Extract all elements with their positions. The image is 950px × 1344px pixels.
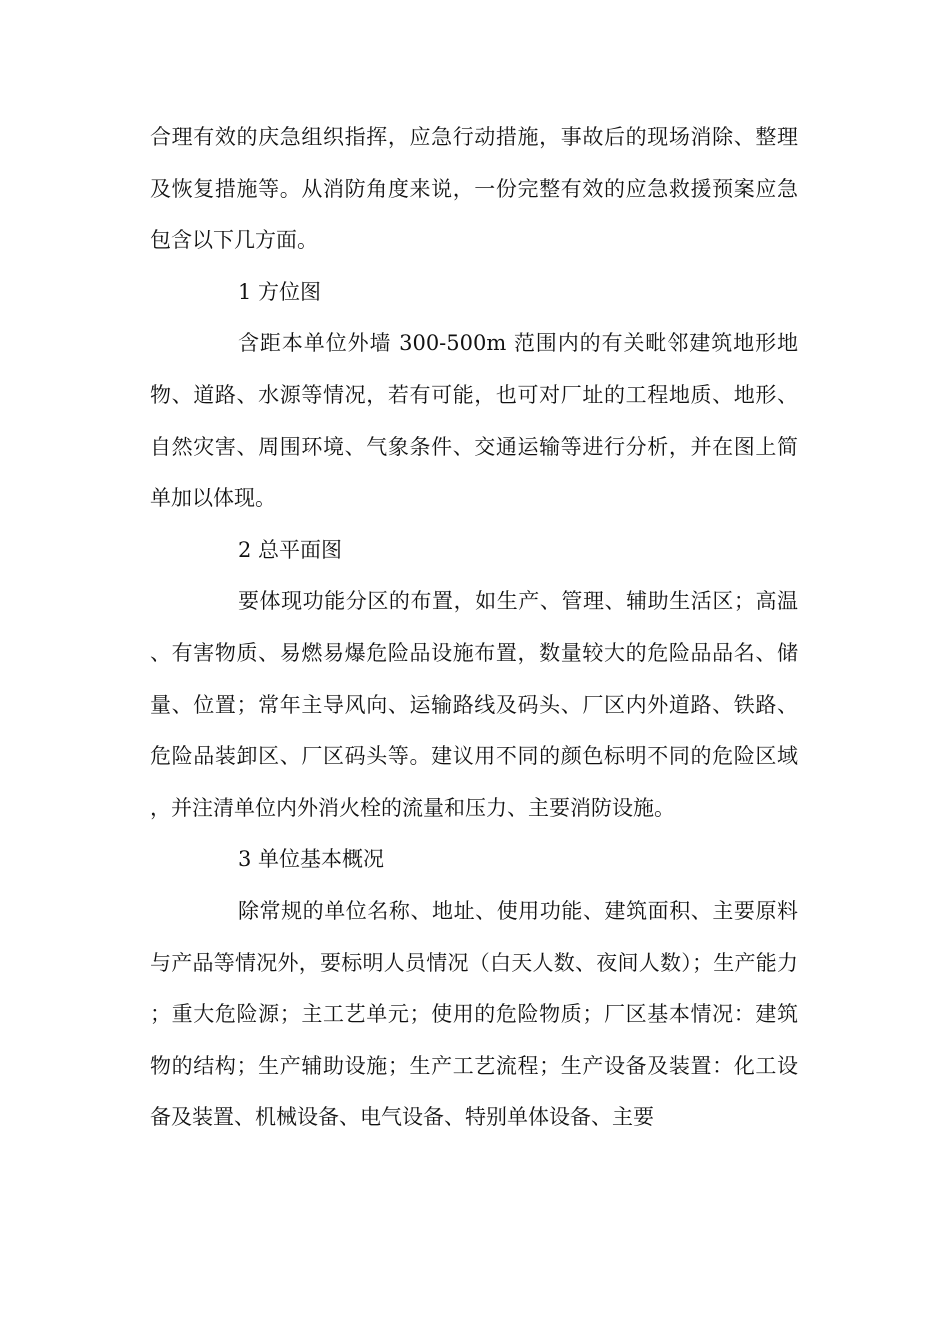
- section-heading-unit-overview: 3 单位基本概况: [238, 847, 385, 872]
- document-page: [150, 112, 798, 1144]
- section-heading-site-plan: 2 总平面图: [238, 537, 343, 562]
- location-map-paragraph: 含距本单位外墙 300-500m 范围内的有关毗邻建筑地形地物、道路、水源等情况，若有可能，也可对厂址的工程地质、地形、自然灾害、周围环境、气象条件、交通运输等进行分析，并在图上简单加以体现。: [150, 331, 798, 511]
- site-plan-paragraph: 要体现功能分区的布置，如生产、管理、辅助生活区；高温、有害物质、易燃易爆危险品设施布置，数量较大的危险品品名、储量、位置；常年主导风向、运输路线及码头、厂区内外道路、铁路、危险品装卸区、厂区码头等。建议用不同的颜色标明不同的危险区域，并注清单位内外消火栓的流量和压力、主要消防设施。: [150, 589, 798, 820]
- section-heading-location-map: 1 方位图: [238, 279, 322, 304]
- unit-overview-paragraph: 除常规的单位名称、地址、使用功能、建筑面积、主要原料与产品等情况外，要标明人员情况（白天人数、夜间人数）；生产能力；重大危险源；主工艺单元；使用的危险物质；厂区基本情况：建筑物的结构；生产辅助设施；生产工艺流程；生产设备及装置：化工设备及装置、机械设备、电气设备、特别单体设备、主要: [150, 898, 798, 1130]
- intro-paragraph: 合理有效的庆急组织指挥，应急行动措施，事故后的现场消除、整理及恢复措施等。从消防角度来说，一份完整有效的应急救援预案应急包含以下几方面。: [150, 125, 798, 253]
